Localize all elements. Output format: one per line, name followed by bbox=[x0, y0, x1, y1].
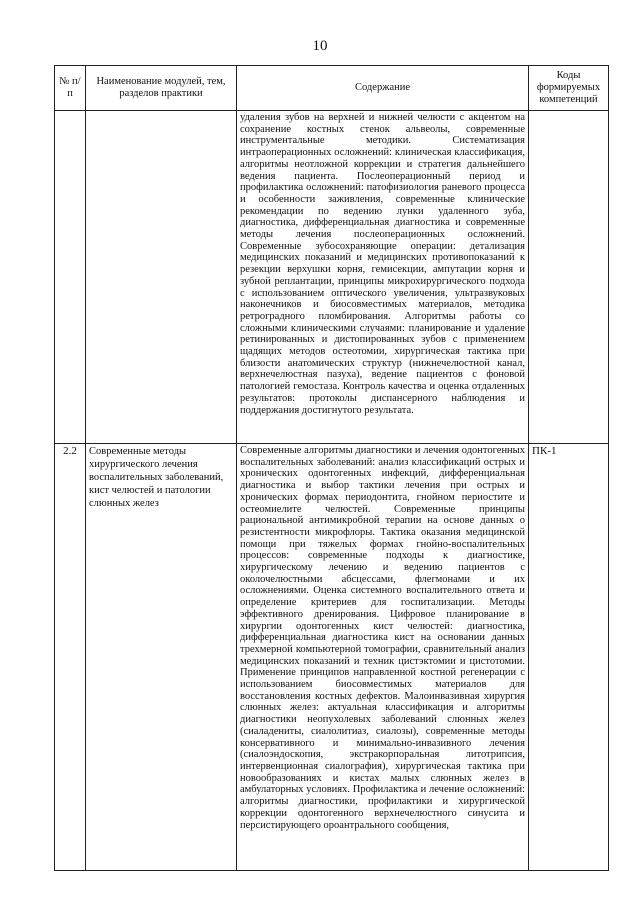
row-content: Современные алгоритмы диагностики и лечения одонтогенных воспалительных заболеваний: анализ классификаций острых и хронических одонтогенных инфекций, дифференциальная диагностика и выбор тактики лечения при острых и хронических формах периодонтита, гнойном периостите и остеомиелите челюстей. Современные принципы рациональной антимикробной терапии на основе данных о резистентности микрофлоры. Тактика оказания медицинской помощи при тяжелых формах гнойно-воспалительных процессов: современные подходы к диагностике, хирургическому лечению и ведению пациентов с околочелюстными абсцессами, флегмонами и их осложнениями. Оценка системного воспалительного ответа и определение критериев для госпитализации. Методы эффективного дренирования. Цифровое планирование в хирургии одонтогенных кист челюстей: диагностика, дифференциальная диагностика кист на основании данных трехмерной компьютерной томографии, сравнительный анализ медицинских показаний и техник цистэктомии и цистотомии. Применение принципов направленной костной регенерации с использованием биосовместимых материалов для восстановления костных дефектов. Малоинвазивная хирургия слюнных желез: актуальная классификация и алгоритмы диагностики неопухолевых заболеваний слюнных желез (сиаладениты, сиалолитиаз, сиалозы), современные методы консервативного и минимально-инвазивного лечения (сиалоэндоскопия, экстракорпоральная литотрипсия, интервенционная сиалография), хирургическая тактика при новообразованиях и кистах малых слюнных желез в амбулаторных условиях. Профилактика и лечение осложнений: алгоритмы диагностики, профилактики и хирургической коррекции одонтогенного верхнечелюстного синусита и персистирующего ороантрального сообщения, bbox=[237, 444, 529, 871]
row-codes bbox=[529, 111, 609, 444]
row-name bbox=[86, 111, 237, 444]
program-table bbox=[54, 65, 609, 871]
row-num: 2.2 bbox=[55, 444, 86, 871]
row-name: Современные методы хирургического лечения воспалительных заболеваний, кист челюстей и патологии слюнных желез bbox=[86, 444, 237, 871]
header-num: № п/п bbox=[55, 66, 86, 111]
header-codes: Коды формируемых компетенций bbox=[529, 66, 609, 111]
page-number: 10 bbox=[312, 38, 328, 54]
row-codes: ПК-1 bbox=[529, 444, 609, 871]
row-num bbox=[55, 111, 86, 444]
row-content: удаления зубов на верхней и нижней челюсти с акцентом на сохранение костных стенок альвеолы, современные инструментальные методики. Систематизация интраоперационных осложнений: клиническая классификация, алгоритмы неотложной коррекции и стратегия дальнейшего ведения пациента. Послеоперационный период и профилактика осложнений: патофизиология раневого процесса и особенности заживления, современные клинические рекомендации по ведению лунки удаленного зуба, диагностика, дифференциальная диагностика и современные методы лечения послеоперационных осложнений. Современные зубосохраняющие операции: детализация медицинских показаний и медицинских противопоказаний к резекции верхушки корня, гемисекции, ампутации корня и зубной реплантации, принципы микрохирургического подхода с использованием оптического увеличения, ультразвуковых наконечников и биосовместимых материалов, методика ретроградного пломбирования. Алгоритмы работы со сложными клиническими случаями: планирование и удаление ретинированных и дистопированных зубов с применением щадящих методов остеотомии, хирургическая тактика при близости анатомических структур (нижнечелюстной канал, верхнечелюстная пазуха), ведение пациентов с фоновой патологией гемостаза. Контроль качества и оценка отдаленных результатов: протоколы диспансерного наблюдения и поддержания достигнутого результата. bbox=[237, 111, 529, 444]
header-name: Наименование модулей, тем, разделов практики bbox=[86, 66, 237, 111]
header-content: Содержание bbox=[237, 66, 529, 111]
table-row bbox=[55, 111, 609, 444]
table-header-row bbox=[55, 66, 609, 111]
table-row bbox=[55, 444, 609, 871]
